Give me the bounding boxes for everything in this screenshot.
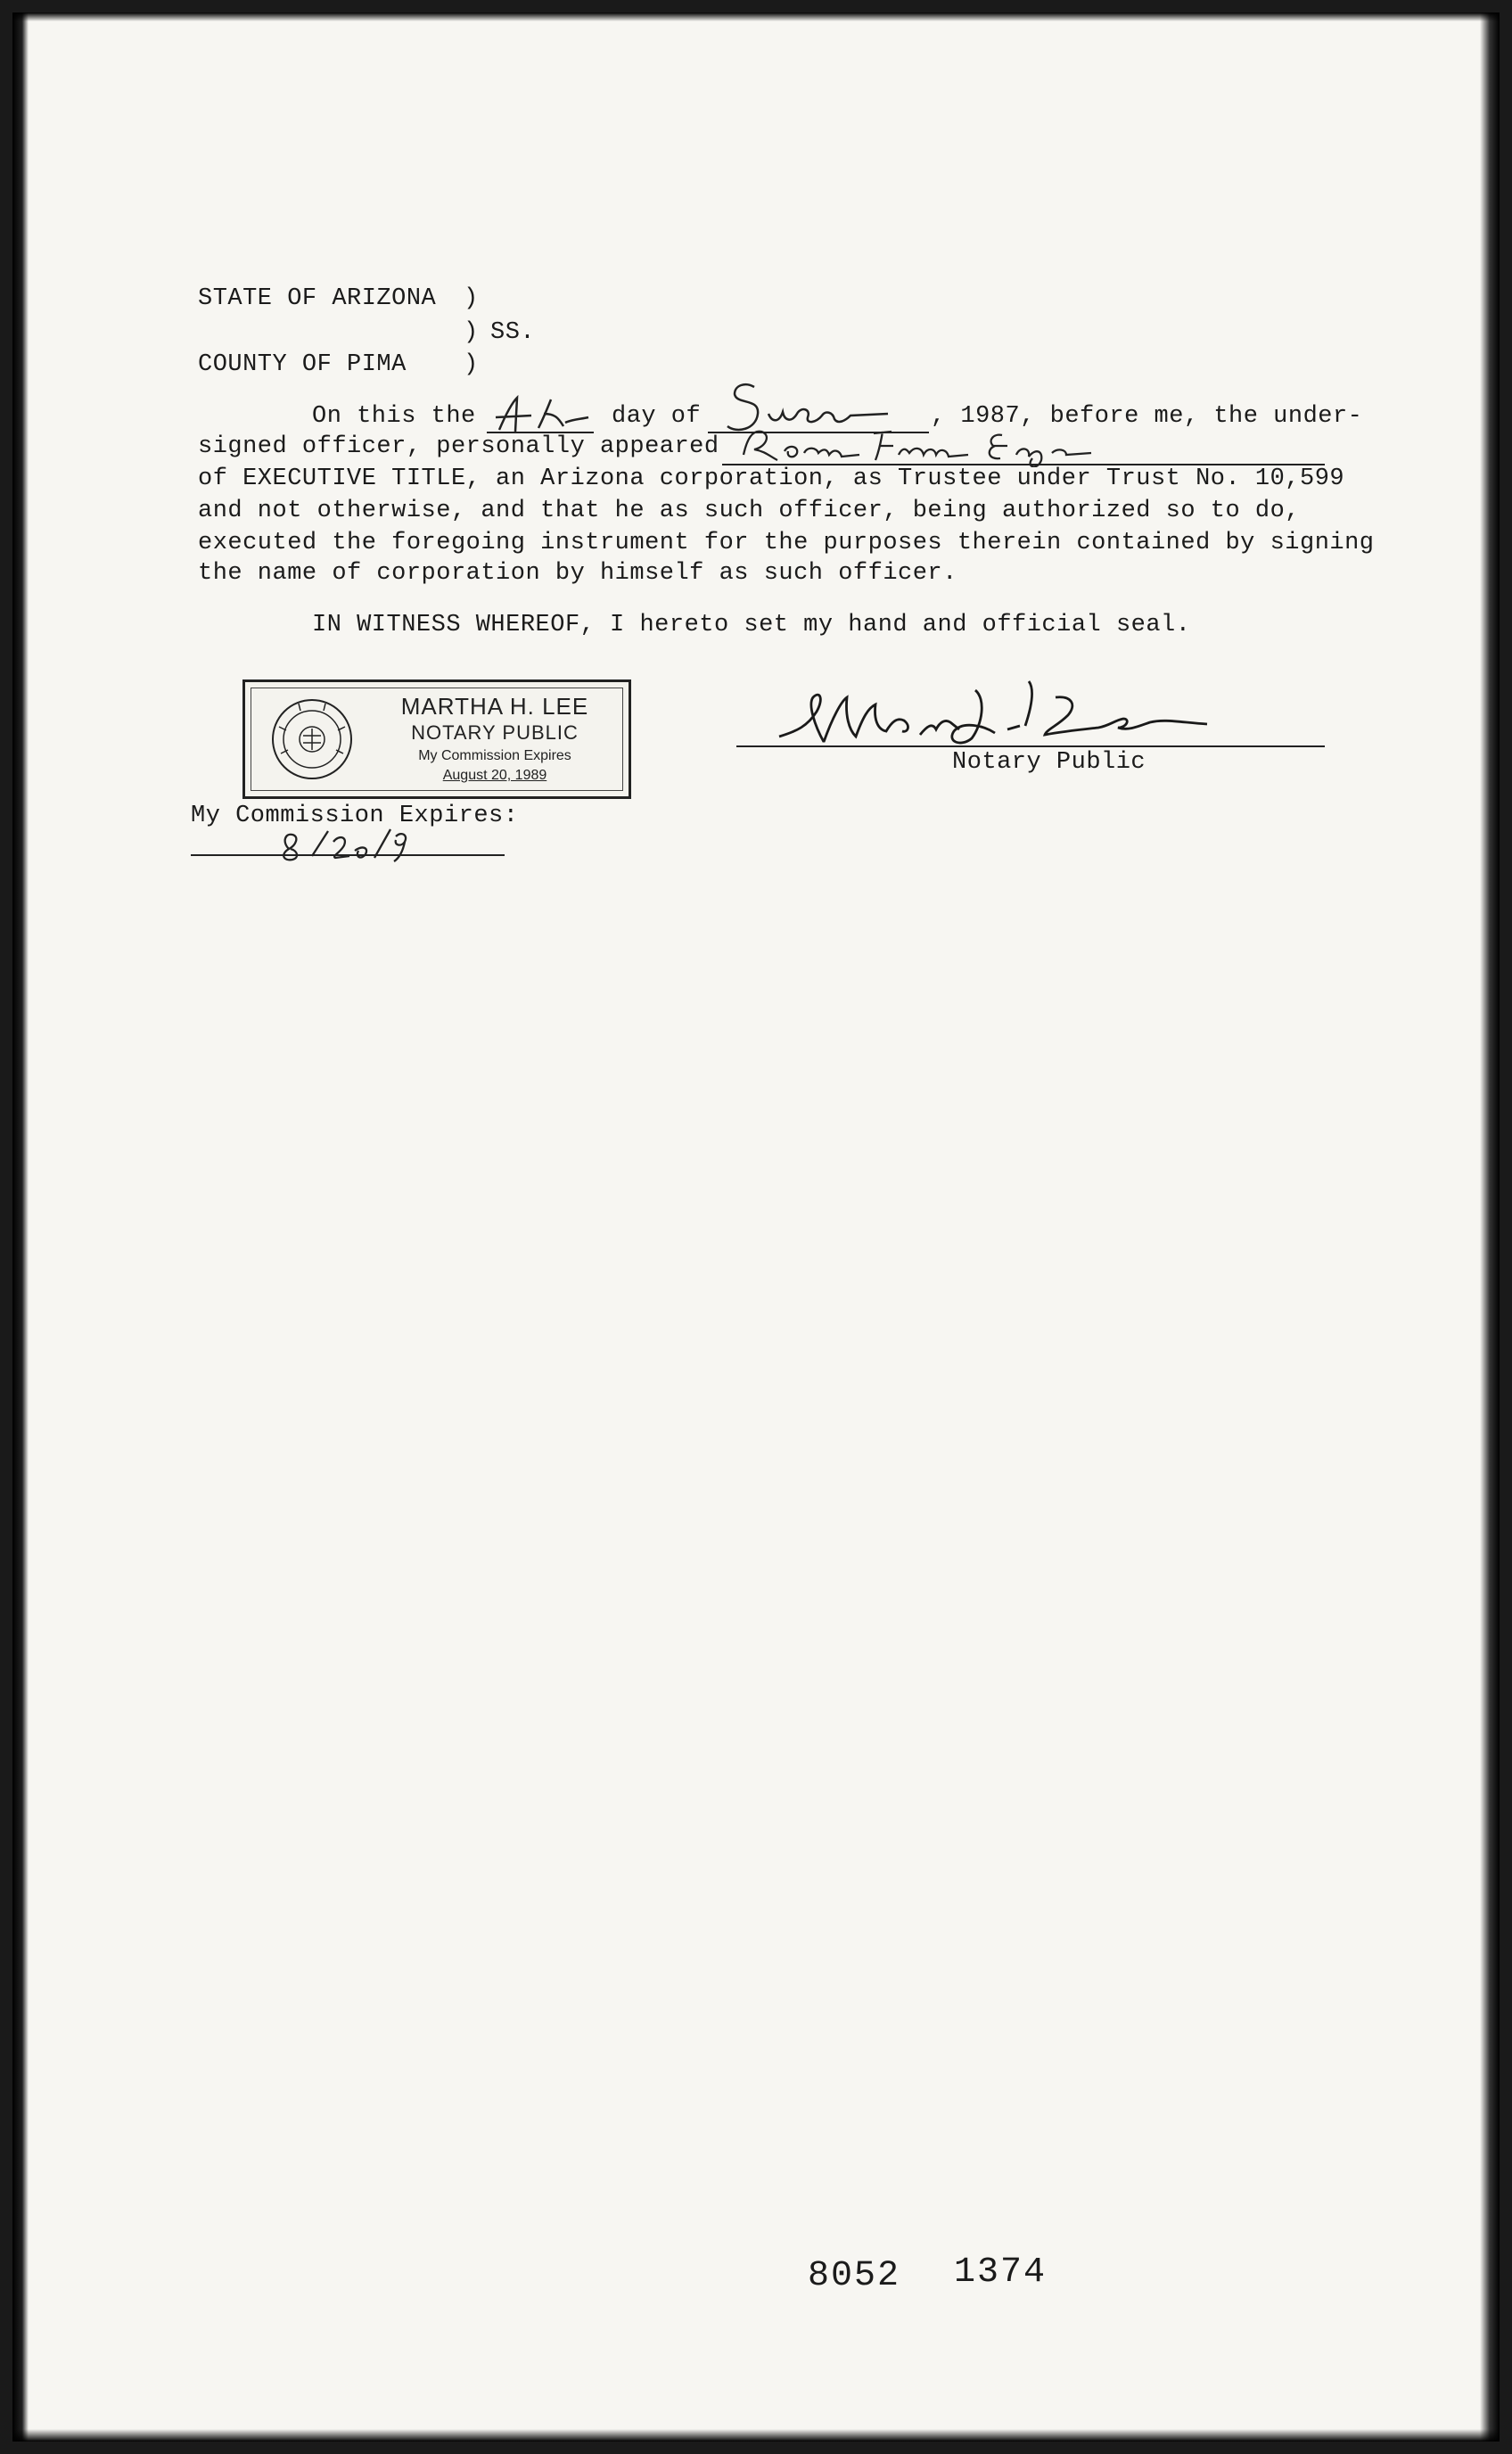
- scan-edge-right: [1480, 12, 1500, 2442]
- commission-date-handwritten: [276, 824, 410, 863]
- scan-edge-left: [12, 12, 29, 2442]
- notary-stamp: [242, 679, 631, 799]
- notary-seal-icon: [263, 695, 361, 784]
- stamp-notary-name: MARTHA H. LEE: [400, 693, 589, 720]
- commission-expires-label: My Commission Expires:: [191, 803, 519, 829]
- ack-line1-c: , 1987, before me, the under-: [931, 403, 1363, 430]
- ss-label: SS.: [490, 319, 536, 346]
- signature-line: [736, 745, 1325, 747]
- ack-line5: executed the foregoing instrument for the purposes therein contained by signing: [198, 530, 1375, 556]
- state-of-arizona: STATE OF ARIZONA: [198, 285, 437, 312]
- stamp-commission-label: My Commission Expires: [418, 748, 571, 763]
- signature-label: Notary Public: [952, 749, 1146, 776]
- appearer-handwritten: [735, 421, 1109, 467]
- scan-edge-bottom: [12, 2429, 1500, 2442]
- docket-number: 8052: [808, 2256, 901, 2296]
- stamp-notary-title: NOTARY PUBLIC: [411, 721, 579, 744]
- stamp-commission-date: August 20, 1989: [442, 768, 547, 783]
- notary-signature: [761, 672, 1261, 762]
- ack-line6: the name of corporation by himself as such officer.: [198, 560, 957, 587]
- paren-1: ): [464, 285, 479, 312]
- scan-edge-top: [12, 12, 1500, 21]
- ack-line3: of EXECUTIVE TITLE, an Arizona corporation, as Trustee under Trust No. 10,599: [198, 465, 1345, 492]
- day-handwritten: [492, 391, 590, 439]
- document-page: [12, 12, 1500, 2442]
- ack-line1-b: day of: [612, 403, 702, 430]
- paren-3: ): [464, 351, 479, 378]
- county-of-pima: COUNTY OF PIMA: [198, 351, 407, 378]
- page-number: 1374: [954, 2252, 1048, 2293]
- ack-line4: and not otherwise, and that he as such officer, being authorized so to do,: [198, 498, 1300, 524]
- ack-line1-a: On this the: [312, 403, 476, 430]
- paren-2: ): [464, 319, 479, 346]
- witness-clause: IN WITNESS WHEREOF, I hereto set my hand and official seal.: [312, 612, 1191, 638]
- ack-line2-a: signed officer, personally appeared: [198, 433, 719, 460]
